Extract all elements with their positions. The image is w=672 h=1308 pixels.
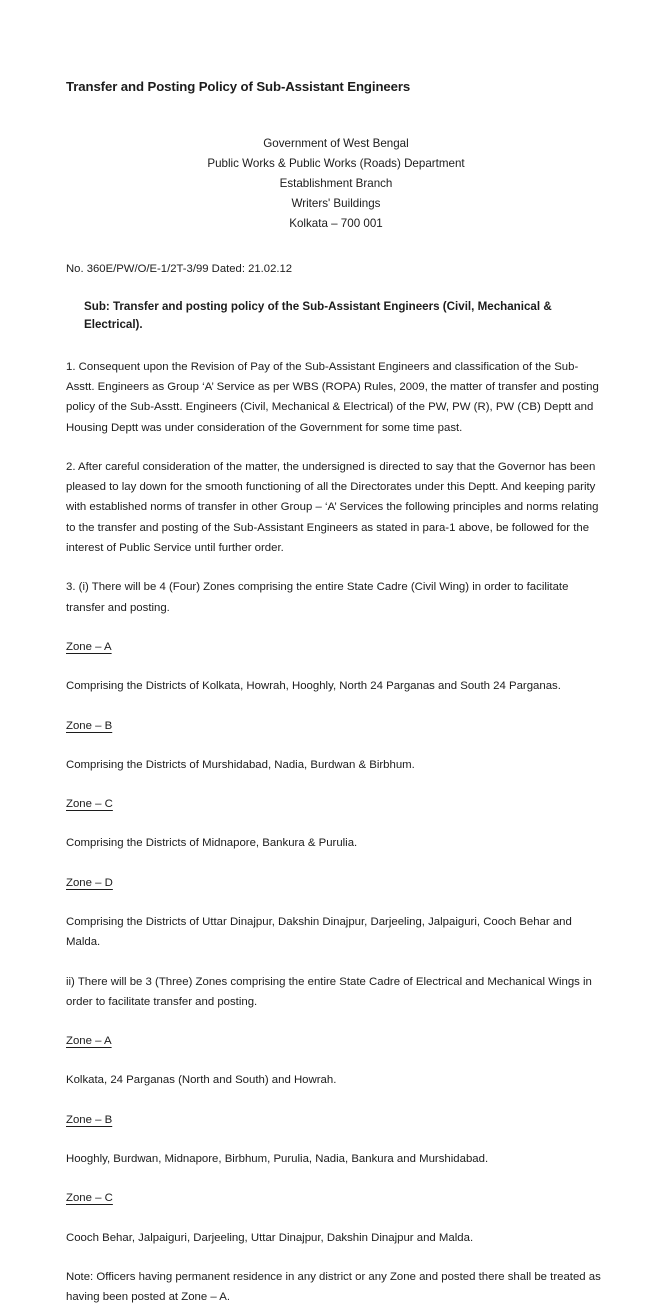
reference-number-line: No. 360E/PW/O/E-1/2T-3/99 Dated: 21.02.12 <box>66 262 293 275</box>
zone-heading-electrical-b <box>66 1110 606 1130</box>
paragraph-2: 2. After careful consideration of the matter, the undersigned is directed to say that the Governor has been pleased to lay down for the smooth functioning of all the Directorates under this Deptt. And keeping parity with established norms of transfer in other Group – ‘A’ Services the following principles and norms relating to the transfer and posting of the Sub-Assistant Engineers as stated in para-1 above, be followed for the interest of Public Service until further order. <box>66 460 599 555</box>
paragraph-3-clause-i: 3. (i) There will be 4 (Four) Zones comprising the entire State Cadre (Civil Wing) in order to facilitate transfer and posting. <box>66 581 569 614</box>
zone-heading-electrical-c <box>66 1188 606 1208</box>
zone-description-civil-d: Comprising the Districts of Uttar Dinajpur, Dakshin Dinajpur, Darjeeling, Jalpaiguri, Cooch Behar and Malda. <box>66 916 572 949</box>
letterhead-line-building: Writers' Buildings <box>291 196 381 210</box>
letterhead-line-government: Government of West Bengal <box>263 136 409 150</box>
zone-heading-civil-b <box>66 716 606 736</box>
letterhead-line-department: Public Works & Public Works (Roads) Department <box>207 156 465 170</box>
zone-heading-civil-d <box>66 873 606 893</box>
letterhead-line-city: Kolkata – 700 001 <box>289 216 383 230</box>
zone-heading-civil-a <box>66 637 606 657</box>
zone-description-civil-a: Comprising the Districts of Kolkata, Howrah, Hooghly, North 24 Parganas and South 24 Parganas. <box>66 680 561 693</box>
zone-label: Zone – A <box>66 640 112 653</box>
zone-label: Zone – B <box>66 1113 113 1126</box>
zone-label: Zone – C <box>66 798 113 811</box>
page-title: Transfer and Posting Policy of Sub-Assistant Engineers <box>66 79 411 94</box>
zone-description-civil-b: Comprising the Districts of Murshidabad, Nadia, Burdwan & Birbhum. <box>66 758 415 771</box>
note-paragraph: Note: Officers having permanent residence in any district or any Zone and posted there shall be treated as having been posted at Zone – A. <box>66 1270 601 1304</box>
letterhead-line-branch: Establishment Branch <box>279 176 393 190</box>
paragraph-1: 1. Consequent upon the Revision of Pay of the Sub-Assistant Engineers and classification of the Sub-Asstt. Engineers as Group ‘A’ Service as per WBS (ROPA) Rules, 2009, the matter of transfer and posting policy of the Sub-Asstt. Engineers (Civil, Mechanical & Electrical) of the PW, PW (R), PW (CB) Deptt and Housing Deptt was under consideration of the Government for some time past. <box>66 360 599 434</box>
zone-description-electrical-a: Kolkata, 24 Parganas (North and South) and Howrah. <box>66 1074 337 1087</box>
zone-label: Zone – C <box>66 1192 113 1205</box>
subject-line: Sub: Transfer and posting policy of the Sub-Assistant Engineers (Civil, Mechanical & Electrical). <box>84 299 552 332</box>
letterhead-block <box>66 134 606 234</box>
paragraph-3-clause-ii: ii) There will be 3 (Three) Zones comprising the entire State Cadre of Electrical and Mechanical Wings in order to facilitate transfer and posting. <box>66 975 592 1008</box>
zone-label: Zone – A <box>66 1035 112 1048</box>
zone-description-electrical-c: Cooch Behar, Jalpaiguri, Darjeeling, Uttar Dinajpur, Dakshin Dinajpur and Malda. <box>66 1231 474 1244</box>
zone-heading-electrical-a <box>66 1031 606 1051</box>
zone-description-electrical-b: Hooghly, Burdwan, Midnapore, Birbhum, Purulia, Nadia, Bankura and Murshidabad. <box>66 1153 489 1166</box>
zone-label: Zone – D <box>66 876 113 889</box>
zone-description-civil-c: Comprising the Districts of Midnapore, Bankura & Purulia. <box>66 837 358 850</box>
zone-label: Zone – B <box>66 719 113 732</box>
zone-heading-civil-c <box>66 794 606 814</box>
